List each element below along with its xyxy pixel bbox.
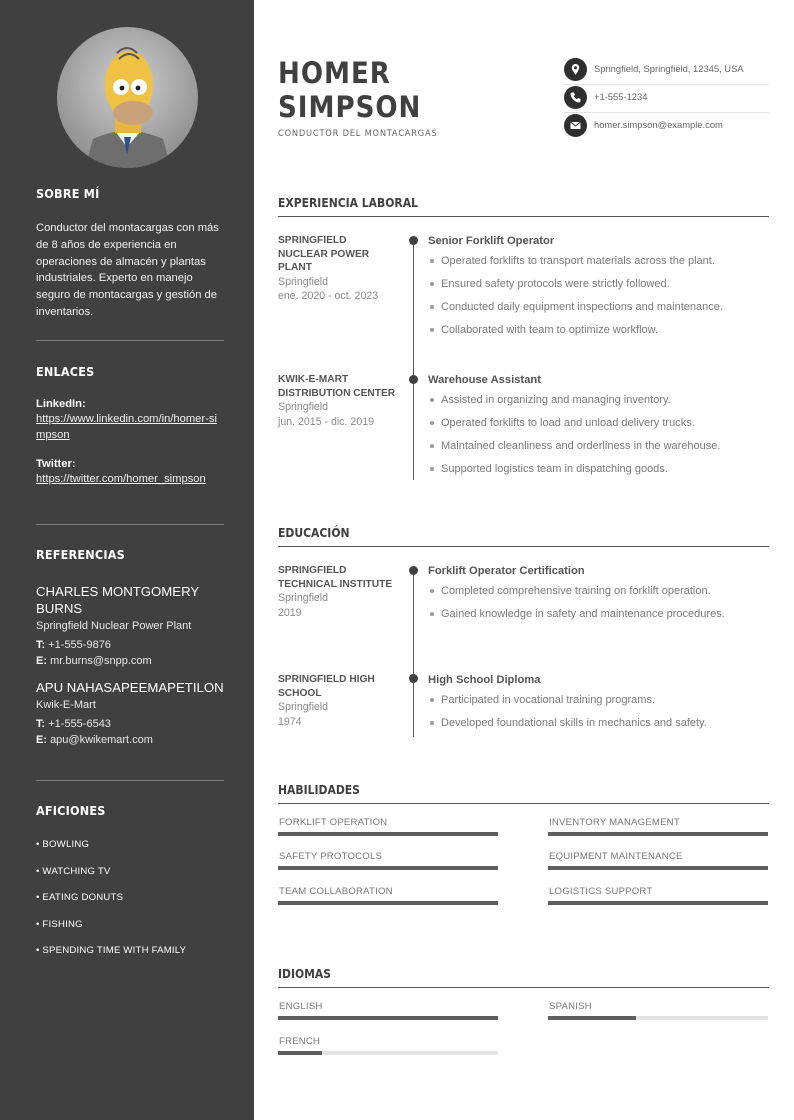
timeline-dot xyxy=(409,566,418,575)
skills-title: HABILIDADES xyxy=(278,783,769,804)
contact-address-text: Springfield, Springfield, 12345, USA xyxy=(594,63,744,74)
about-section xyxy=(36,186,224,321)
contact-phone-text: +1-555-1234 xyxy=(594,91,648,102)
entry-meta xyxy=(278,373,396,429)
about-title: SOBRE MÍ xyxy=(36,186,100,201)
entry-location: Springfield xyxy=(278,592,329,604)
entry-details xyxy=(428,673,769,739)
entry-bullets xyxy=(428,254,769,337)
sidebar-divider xyxy=(36,340,224,341)
entry-meta xyxy=(278,564,396,620)
skill-name: FORKLIFT OPERATION xyxy=(279,817,388,828)
entry-bullet: Gained knowledge in safety and maintenance procedures. xyxy=(428,607,769,621)
language-name: ENGLISH xyxy=(279,1001,323,1012)
timeline-dot xyxy=(409,375,418,384)
reference-email-value: apu@kwikemart.com xyxy=(50,733,153,746)
reference-email xyxy=(36,733,224,749)
entry-title: Warehouse Assistant xyxy=(428,374,541,386)
linkedin-link[interactable]: https://www.linkedin.com/in/homer-simpson xyxy=(36,413,217,441)
reference-phone-label: T: xyxy=(36,718,46,730)
hobby-item: • SPENDING TIME WITH FAMILY xyxy=(36,945,187,956)
entry-title: Forklift Operator Certification xyxy=(428,565,585,577)
language-item xyxy=(548,1001,768,1020)
name-last: SIMPSON xyxy=(278,90,422,124)
reference-phone-label: T: xyxy=(36,639,46,651)
linkedin-label: LinkedIn: xyxy=(36,398,86,410)
entry-title: High School Diploma xyxy=(428,674,541,686)
sidebar xyxy=(0,0,254,1120)
skill-item xyxy=(548,886,768,905)
skill-bar-fill xyxy=(548,901,768,905)
skill-bar xyxy=(548,901,768,905)
contact-phone xyxy=(564,85,769,113)
reference-phone xyxy=(36,717,224,733)
entry-bullet: Supported logistics team in dispatching goods. xyxy=(428,462,769,476)
references-section xyxy=(36,547,224,748)
entry-location: Springfield xyxy=(278,275,329,288)
entry-bullet: Participated in vocational training programs. xyxy=(428,693,769,707)
entry-organization: SPRINGFIELD HIGH SCHOOL xyxy=(278,674,375,699)
entry-meta xyxy=(278,673,396,729)
phone-icon xyxy=(564,86,587,109)
entry-location: Springfield xyxy=(278,401,329,413)
entry-bullet: Operated forklifts to load and unload delivery trucks. xyxy=(428,416,769,430)
reference-phone xyxy=(36,638,224,654)
skill-bar xyxy=(548,866,768,870)
reference-name: APU NAHASAPEEMAPETILON xyxy=(36,680,224,695)
entry-bullet: Completed comprehensive training on forklift operation. xyxy=(428,584,769,598)
languages-title: IDIOMAS xyxy=(278,967,769,988)
entry-dates: 1974 xyxy=(278,715,302,728)
skill-item xyxy=(548,817,768,836)
reference-company: Kwik-E-Mart xyxy=(36,699,96,711)
candidate-name xyxy=(278,56,421,124)
hobbies-title: AFICIONES xyxy=(36,803,106,818)
entry-location: Springfield xyxy=(278,701,329,713)
language-item xyxy=(278,1036,498,1055)
entry-bullets xyxy=(428,584,769,621)
skill-item xyxy=(278,817,498,836)
entry-bullet: Conducted daily equipment inspections and maintenance. xyxy=(428,300,769,314)
references-title: REFERENCIAS xyxy=(36,547,125,562)
skill-bar xyxy=(278,832,498,836)
links-title: ENLACES xyxy=(36,364,95,379)
name-first: HOMER xyxy=(278,56,391,90)
experience-timeline-line xyxy=(413,240,414,480)
hobby-item: • WATCHING TV xyxy=(36,865,111,877)
skill-bar-fill xyxy=(548,832,768,836)
timeline-dot xyxy=(409,236,418,245)
skill-bar-fill xyxy=(278,832,498,836)
reference-email-label: E: xyxy=(36,654,47,667)
language-bar-fill xyxy=(278,1016,498,1020)
entry-details xyxy=(428,564,769,630)
entry-bullet: Maintained cleanliness and orderliness in the warehouse. xyxy=(428,439,769,453)
reference-email-value: mr.burns@snpp.com xyxy=(50,654,152,667)
sidebar-divider xyxy=(36,524,224,525)
language-item xyxy=(278,1001,498,1020)
skill-bar xyxy=(548,832,768,836)
language-bar-fill xyxy=(548,1016,636,1020)
skill-name: INVENTORY MANAGEMENT xyxy=(549,817,680,828)
location-pin-icon xyxy=(564,58,587,81)
skill-name: SAFETY PROTOCOLS xyxy=(279,851,383,862)
envelope-icon xyxy=(564,114,587,137)
about-text: Conductor del montacargas con más de 8 años de experiencia en operaciones de almacén y plantas industriales. Experto en manejo seguro de montacargas y gestión de inventarios. xyxy=(36,222,219,318)
entry-organization: KWIK-E-MART DISTRIBUTION CENTER xyxy=(278,374,396,399)
skill-bar-fill xyxy=(278,901,498,905)
reference-email-label: E: xyxy=(36,733,47,746)
entry-dates: jun. 2015 - dic. 2019 xyxy=(278,415,375,428)
skill-bar xyxy=(278,866,498,870)
contact-address xyxy=(564,57,769,85)
hobby-item: • EATING DONUTS xyxy=(36,892,124,903)
entry-details xyxy=(428,234,769,346)
language-name: SPANISH xyxy=(549,1001,592,1012)
skill-bar-fill xyxy=(548,866,768,870)
language-bar xyxy=(278,1051,498,1055)
reference-phone-value: +1-555-6543 xyxy=(48,718,111,730)
education-timeline-line xyxy=(413,570,414,737)
language-name: FRENCH xyxy=(279,1036,321,1047)
entry-bullet: Collaborated with team to optimize workflow. xyxy=(428,323,769,337)
entry-bullets xyxy=(428,693,769,730)
profile-portrait-illustration xyxy=(57,27,198,168)
experience-title: EXPERIENCIA LABORAL xyxy=(278,196,769,217)
sidebar-divider xyxy=(36,780,224,781)
skill-item xyxy=(548,851,768,870)
profile-photo xyxy=(57,27,198,168)
language-bar xyxy=(548,1016,768,1020)
links-section xyxy=(36,364,224,488)
entry-bullet: Operated forklifts to transport materials across the plant. xyxy=(428,254,769,268)
entry-bullet: Ensured safety protocols were strictly followed. xyxy=(428,277,769,291)
skill-bar xyxy=(278,901,498,905)
entry-dates: 2019 xyxy=(278,606,302,619)
skill-name: LOGISTICS SUPPORT xyxy=(549,886,653,897)
entry-bullet: Assisted in organizing and managing inventory. xyxy=(428,393,769,407)
entry-bullets xyxy=(428,393,769,476)
entry-title: Senior Forklift Operator xyxy=(428,235,555,247)
skill-bar-fill xyxy=(278,866,498,870)
skill-item xyxy=(278,886,498,905)
language-bar-fill xyxy=(278,1051,322,1055)
reference-company: Springfield Nuclear Power Plant xyxy=(36,620,192,632)
entry-bullet: Developed foundational skills in mechanics and safety. xyxy=(428,716,769,730)
entry-details xyxy=(428,373,769,485)
entry-organization: SPRINGFIELD NUCLEAR POWER PLANT xyxy=(278,235,370,273)
contact-email xyxy=(564,113,769,141)
skill-name: EQUIPMENT MAINTENANCE xyxy=(549,851,683,862)
hobby-item: • BOWLING xyxy=(36,839,90,850)
hobby-item: • FISHING xyxy=(36,918,83,930)
hobbies-section xyxy=(36,803,224,957)
reference-phone-value: +1-555-9876 xyxy=(48,639,111,651)
reference-name: CHARLES MONTGOMERY BURNS xyxy=(36,584,199,616)
reference-email xyxy=(36,654,224,670)
entry-dates: ene. 2020 - oct. 2023 xyxy=(278,290,379,302)
twitter-link[interactable]: https://twitter.com/homer_simpson xyxy=(36,473,206,485)
education-title: EDUCACIÓN xyxy=(278,526,769,547)
entry-organization: SPRINGFIELD TECHNICAL INSTITUTE xyxy=(278,565,393,590)
language-bar xyxy=(278,1016,498,1020)
job-role: CONDUCTOR DEL MONTACARGAS xyxy=(278,128,438,139)
contact-email-text[interactable]: homer.simpson@example.com xyxy=(594,119,723,130)
skill-name: TEAM COLLABORATION xyxy=(279,886,393,897)
twitter-label: Twitter: xyxy=(36,458,76,470)
skill-item xyxy=(278,851,498,870)
timeline-dot xyxy=(409,674,418,683)
entry-meta xyxy=(278,234,396,304)
